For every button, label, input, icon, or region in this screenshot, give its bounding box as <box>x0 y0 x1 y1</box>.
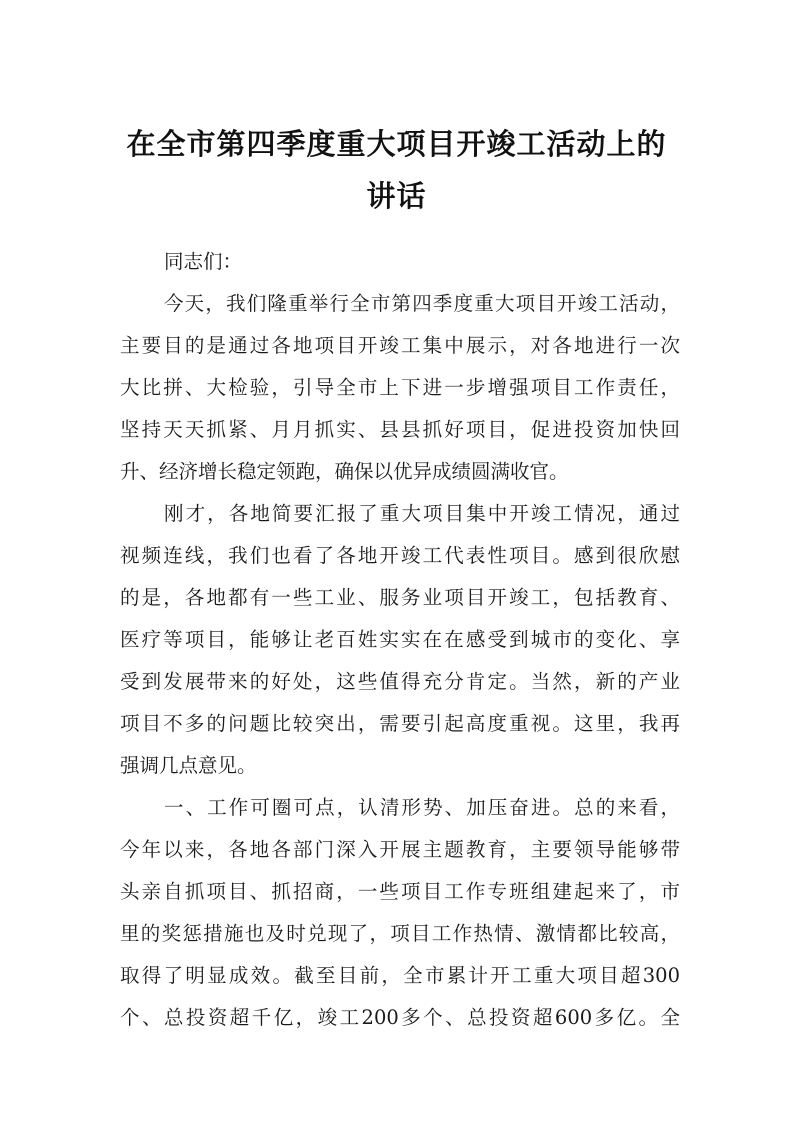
paragraph-2-line-7: 强调几点意见。 <box>120 754 257 777</box>
title-line-1: 在全市第四季度重大项目开竣工活动上的 <box>126 127 667 161</box>
document-body <box>120 241 680 1039</box>
paragraph-1-line-2: 主要目的是通过各地项目开竣工集中展示，对各地进行一次 <box>120 334 680 357</box>
paragraph-1-line-5: 升、经济增长稳定领跑，确保以优异成绩圆满收官。 <box>120 460 569 483</box>
paragraph-3-line-4: 里的奖惩措施也及时兑现了，项目工作热情、激情都比较高， <box>120 922 680 945</box>
paragraph-2-line-4: 医疗等项目，能够让老百姓实实在在感受到城市的变化、享 <box>120 628 680 651</box>
paragraph-2-line-5: 受到发展带来的好处，这些值得充分肯定。当然，新的产业 <box>120 670 680 693</box>
title-line-2: 讲话 <box>366 179 427 213</box>
paragraph-2-line-2: 视频连线，我们也看了各地开竣工代表性项目。感到很欣慰 <box>120 544 680 567</box>
document-title <box>100 118 693 222</box>
paragraph-3-line-6: 个、总投资超千亿，竣工200多个、总投资超600多亿。全 <box>120 1006 680 1029</box>
paragraph-3-line-2: 今年以来，各地各部门深入开展主题教育，主要领导能够带 <box>120 838 680 861</box>
paragraph-3-line-5: 取得了明显成效。截至目前，全市累计开工重大项目超300 <box>120 964 680 987</box>
paragraph-2-line-1: 刚才，各地简要汇报了重大项目集中开竣工情况，通过 <box>164 502 680 525</box>
paragraph-2-line-3: 的是，各地都有一些工业、服务业项目开竣工，包括教育、 <box>120 586 680 609</box>
paragraph-1-line-4: 坚持天天抓紧、月月抓实、县县抓好项目，促进投资加快回 <box>120 418 680 441</box>
paragraph-2-line-6: 项目不多的问题比较突出，需要引起高度重视。这里，我再 <box>120 712 680 735</box>
paragraph-1-line-1: 今天，我们隆重举行全市第四季度重大项目开竣工活动， <box>164 292 680 315</box>
paragraph-3-line-1: 一、工作可圈可点，认清形势、加压奋进。总的来看， <box>164 796 680 819</box>
paragraph-1-line-3: 大比拼、大检验，引导全市上下进一步增强项目工作责任， <box>120 376 680 399</box>
paragraph-3-line-3: 头亲自抓项目、抓招商，一些项目工作专班组建起来了，市 <box>120 880 680 903</box>
salutation: 同志们： <box>164 250 243 273</box>
